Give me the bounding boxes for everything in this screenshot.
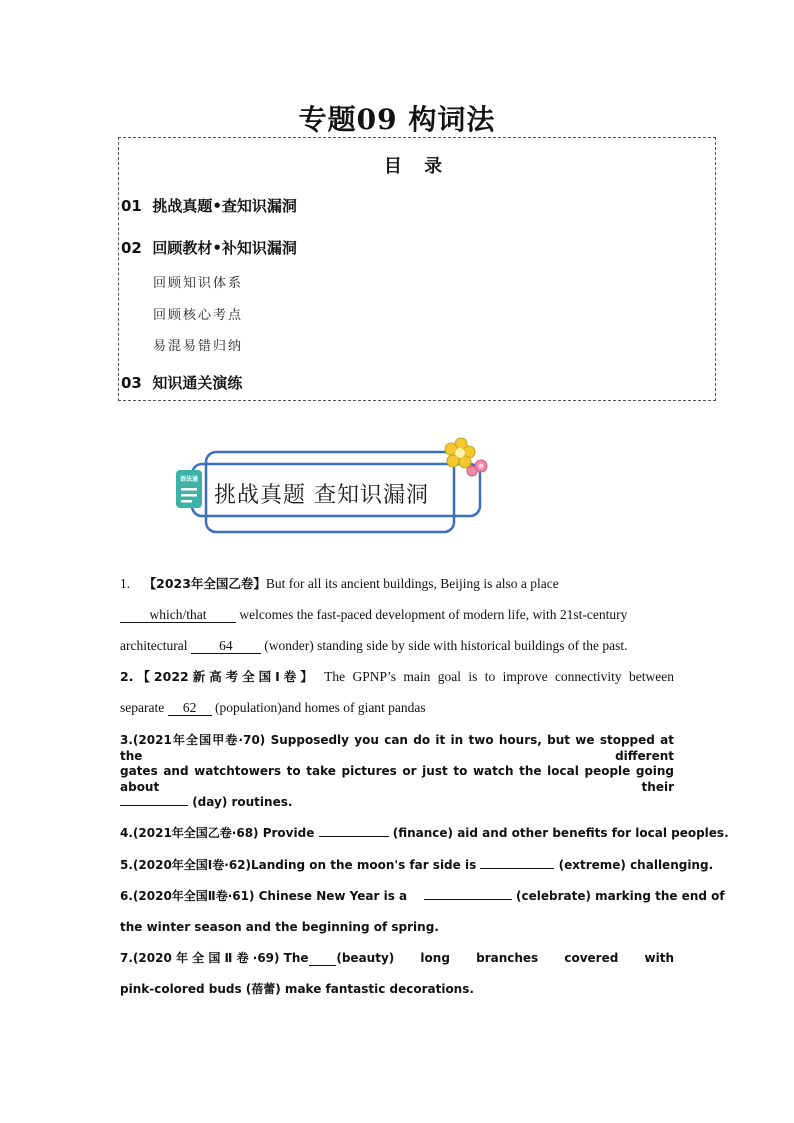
table-of-contents <box>118 137 716 401</box>
toc-item-03[interactable] <box>121 372 242 393</box>
toc-item-label: 知识通关演练 <box>152 374 243 392</box>
question-text: (extreme) challenging. <box>558 858 714 872</box>
question-text: (celebrate) marking the end of <box>516 889 725 903</box>
question-text: separate <box>120 700 165 715</box>
question-text: welcomes the fast-paced development of modern life, with 21st-century <box>239 607 628 622</box>
question-3-line-3 <box>120 794 674 810</box>
banner-badge: 语法通 <box>179 476 198 483</box>
question-text: 5.(2020年全国Ⅰ卷·62)Landing on the moon's far side is <box>120 858 477 872</box>
question-text: 4.(2021年全国乙卷·68) Provide <box>120 826 315 840</box>
question-text: The GPNP’s main goal is to improve connectivity between <box>324 669 675 684</box>
answer-blank[interactable]: 64 <box>191 639 261 654</box>
question-1-line-3 <box>120 638 674 654</box>
answer-blank[interactable] <box>480 868 554 869</box>
question-text: architectural <box>120 638 188 653</box>
toc-subitem[interactable]: 回顾知识体系 <box>153 276 244 291</box>
question-text: (beauty) long branches covered with <box>336 951 674 965</box>
answer-blank[interactable]: which/that <box>120 608 236 623</box>
toc-item-01[interactable] <box>121 195 297 216</box>
question-text: 7.(2020 年 全 国 Ⅱ 卷 ·69) The <box>120 951 309 965</box>
section-banner <box>172 436 502 536</box>
question-text: (finance) aid and other benefits for local peoples. <box>392 826 729 840</box>
question-text: (population)and homes of giant pandas <box>214 700 426 715</box>
question-2-line-2 <box>120 700 674 716</box>
question-1-line-1 <box>120 576 674 592</box>
question-7-line-1 <box>120 950 674 966</box>
question-4 <box>120 825 729 841</box>
toc-item-number: 03 <box>121 374 142 392</box>
answer-blank[interactable] <box>424 899 512 900</box>
toc-heading: 目 录 <box>383 156 451 177</box>
toc-subitem[interactable]: 易混易错归纳 <box>153 339 244 354</box>
answer-blank[interactable] <box>120 805 188 806</box>
answer-blank[interactable] <box>319 836 389 837</box>
question-text: 6.(2020年全国Ⅱ卷·61) Chinese New Year is a <box>120 889 408 903</box>
toc-item-02[interactable] <box>121 237 297 258</box>
question-7-line-2: pink-colored buds (蓓蕾) make fantastic decorations. <box>120 982 474 996</box>
question-2-line-1 <box>120 669 674 685</box>
question-6-line-1 <box>120 888 725 904</box>
question-text: But for all its ancient buildings, Beijing is also a place <box>265 576 559 591</box>
banner-title: 挑战真题 查知识漏洞 <box>214 483 429 508</box>
question-text: (wonder) standing side by side with historical buildings of the past. <box>264 638 628 653</box>
question-source: 2.【2022新高考全国I卷】 <box>120 669 317 684</box>
question-text: (day) routines. <box>192 795 293 809</box>
question-1-line-2 <box>120 607 674 623</box>
question-number: 1. <box>120 576 131 591</box>
question-6-line-2: the winter season and the beginning of spring. <box>120 920 439 934</box>
toc-item-label: 挑战真题•查知识漏洞 <box>152 197 297 215</box>
page-title: 专题09 构词法 <box>298 103 496 136</box>
question-source: 【2023年全国乙卷】 <box>143 576 266 591</box>
flower-icon <box>445 438 487 476</box>
toc-item-number: 01 <box>121 197 142 215</box>
question-3-line-2: gates and watchtowers to take pictures or just to watch the local people going about their <box>120 764 674 794</box>
toc-item-number: 02 <box>121 239 142 257</box>
question-5 <box>120 857 714 873</box>
answer-blank[interactable]: 62 <box>168 701 212 716</box>
answer-blank[interactable] <box>309 950 337 966</box>
toc-subitem[interactable]: 回顾核心考点 <box>153 308 244 323</box>
toc-item-label: 回顾教材•补知识漏洞 <box>152 239 297 257</box>
question-3-line-1: 3.(2021年全国甲卷·70) Supposedly you can do it in two hours, but we stopped at the different <box>120 733 674 763</box>
